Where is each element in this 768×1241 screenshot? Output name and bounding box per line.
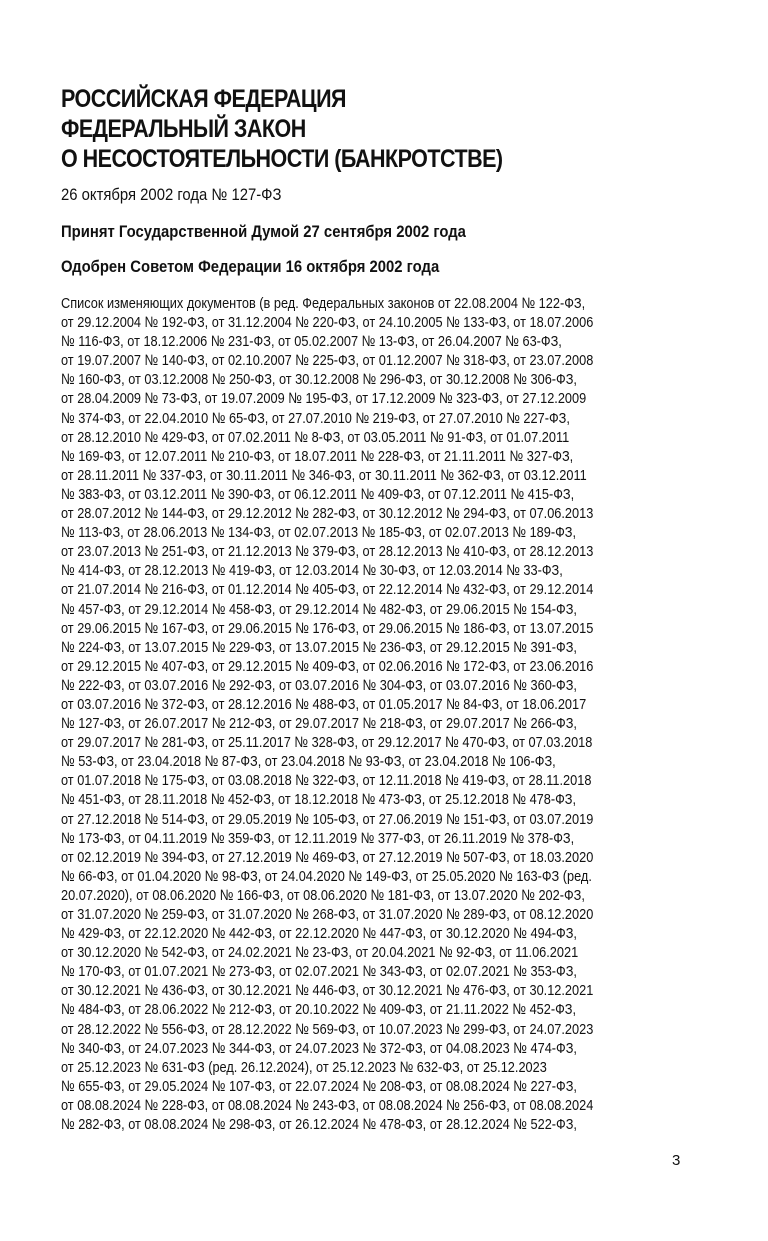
amendments-line: от 29.06.2015 № 167-ФЗ, от 29.06.2015 № 176-ФЗ, от 29.06.2015 № 186-ФЗ, от 13.07.2015: [61, 619, 594, 637]
title-line-type: ФЕДЕРАЛЬНЫЙ ЗАКОН: [61, 115, 306, 143]
amendments-line: от 31.07.2020 № 259-ФЗ, от 31.07.2020 № 268-ФЗ, от 31.07.2020 № 289-ФЗ, от 08.12.2020: [61, 906, 594, 923]
amendments-line: № 173-ФЗ, от 04.11.2019 № 359-ФЗ, от 12.11.2019 № 377-ФЗ, от 26.11.2019 № 378-ФЗ,: [61, 829, 575, 847]
amendments-line: № 53-ФЗ, от 23.04.2018 № 87-ФЗ, от 23.04.2018 № 93-ФЗ, от 23.04.2018 № 106-ФЗ,: [61, 753, 556, 771]
amendments-line: № 170-ФЗ, от 01.07.2021 № 273-ФЗ, от 02.07.2021 № 343-ФЗ, от 02.07.2021 № 353-ФЗ,: [61, 963, 577, 981]
amendments-line: № 457-ФЗ, от 29.12.2014 № 458-ФЗ, от 29.12.2014 № 482-ФЗ, от 29.06.2015 № 154-ФЗ,: [61, 600, 577, 618]
amendments-line: № 429-ФЗ, от 22.12.2020 № 442-ФЗ, от 22.12.2020 № 447-ФЗ, от 30.12.2020 № 494-ФЗ,: [61, 925, 577, 943]
title-line-subject: О НЕСОСТОЯТЕЛЬНОСТИ (БАНКРОТСТВЕ): [61, 145, 503, 173]
amendments-line: № 282-ФЗ, от 08.08.2024 № 298-ФЗ, от 26.12.2024 № 478-ФЗ, от 28.12.2024 № 522-ФЗ,: [61, 1116, 577, 1134]
amendments-line: № 451-ФЗ, от 28.11.2018 № 452-ФЗ, от 18.12.2018 № 473-ФЗ, от 25.12.2018 № 478-ФЗ,: [61, 791, 577, 809]
amendments-line: Список изменяющих документов (в ред. Федеральных законов от 22.08.2004 № 122-ФЗ,: [61, 295, 586, 312]
amendments-line: от 27.12.2018 № 514-ФЗ, от 29.05.2019 № 105-ФЗ, от 27.06.2019 № 151-ФЗ, от 03.07.2019: [61, 810, 594, 828]
amendments-line: № 160-ФЗ, от 03.12.2008 № 250-ФЗ, от 30.12.2008 № 296-ФЗ, от 30.12.2008 № 306-ФЗ,: [61, 371, 577, 389]
amendments-line: 20.07.2020), от 08.06.2020 № 166-ФЗ, от 08.06.2020 № 181-ФЗ, от 13.07.2020 № 202-ФЗ,: [61, 886, 585, 904]
amendments-line: от 28.12.2010 № 429-ФЗ, от 07.02.2011 № 8-ФЗ, от 03.05.2011 № 91-ФЗ, от 01.07.2011: [61, 428, 570, 446]
title-line-country: РОССИЙСКАЯ ФЕДЕРАЦИЯ: [61, 85, 346, 113]
amendments-line: от 03.07.2016 № 372-ФЗ, от 28.12.2016 № 488-ФЗ, от 01.05.2017 № 84-ФЗ, от 18.06.2017: [61, 695, 587, 713]
approved-by-federation-council: Одобрен Советом Федерации 16 октября 2002 года: [61, 258, 440, 276]
amendments-line: № 383-ФЗ, от 03.12.2011 № 390-ФЗ, от 06.12.2011 № 409-ФЗ, от 07.12.2011 № 415-ФЗ,: [61, 485, 575, 503]
amendments-line: № 224-ФЗ, от 13.07.2015 № 229-ФЗ, от 13.07.2015 № 236-ФЗ, от 29.12.2015 № 391-ФЗ,: [61, 638, 577, 656]
amendments-line: от 29.12.2004 № 192-ФЗ, от 31.12.2004 № 220-ФЗ, от 24.10.2005 № 133-ФЗ, от 18.07.2006: [61, 314, 594, 332]
amendments-line: от 28.07.2012 № 144-ФЗ, от 29.12.2012 № 282-ФЗ, от 30.12.2012 № 294-ФЗ, от 07.06.2013: [61, 505, 594, 523]
amendments-line: от 28.04.2009 № 73-ФЗ, от 19.07.2009 № 195-ФЗ, от 17.12.2009 № 323-ФЗ, от 27.12.2009: [61, 390, 587, 408]
amendments-line: от 29.07.2017 № 281-ФЗ, от 25.11.2017 № 328-ФЗ, от 29.12.2017 № 470-ФЗ, от 07.03.2018: [61, 734, 593, 752]
amendments-line: от 02.12.2019 № 394-ФЗ, от 27.12.2019 № 469-ФЗ, от 27.12.2019 № 507-ФЗ, от 18.03.2020: [61, 848, 594, 866]
amendments-line: от 23.07.2013 № 251-ФЗ, от 21.12.2013 № 379-ФЗ, от 28.12.2013 № 410-ФЗ, от 28.12.2013: [61, 543, 594, 561]
amendments-line: № 113-ФЗ, от 28.06.2013 № 134-ФЗ, от 02.07.2013 № 185-ФЗ, от 02.07.2013 № 189-ФЗ,: [61, 524, 577, 542]
amendments-line: от 21.07.2014 № 216-ФЗ, от 01.12.2014 № 405-ФЗ, от 22.12.2014 № 432-ФЗ, от 29.12.2014: [61, 581, 594, 599]
amendments-line: № 655-ФЗ, от 29.05.2024 № 107-ФЗ, от 22.07.2024 № 208-ФЗ, от 08.08.2024 № 227-ФЗ,: [61, 1077, 577, 1095]
amendments-line: от 08.08.2024 № 228-ФЗ, от 08.08.2024 № 243-ФЗ, от 08.08.2024 № 256-ФЗ, от 08.08.2024: [61, 1096, 594, 1114]
amendments-line: от 29.12.2015 № 407-ФЗ, от 29.12.2015 № 409-ФЗ, от 02.06.2016 № 172-ФЗ, от 23.06.2016: [61, 657, 594, 675]
amendments-line: № 116-ФЗ, от 18.12.2006 № 231-ФЗ, от 05.02.2007 № 13-ФЗ, от 26.04.2007 № 63-ФЗ,: [61, 333, 562, 351]
amendments-line: № 222-ФЗ, от 03.07.2016 № 292-ФЗ, от 03.07.2016 № 304-ФЗ, от 03.07.2016 № 360-ФЗ,: [61, 676, 577, 694]
document-page: [61, 84, 707, 1134]
amendments-line: от 30.12.2021 № 436-ФЗ, от 30.12.2021 № 446-ФЗ, от 30.12.2021 № 476-ФЗ, от 30.12.2021: [61, 982, 594, 1000]
page-number: 3: [672, 1152, 681, 1169]
law-title: [61, 84, 617, 174]
amendments-line: № 169-ФЗ, от 12.07.2011 № 210-ФЗ, от 18.07.2011 № 228-ФЗ, от 21.11.2011 № 327-ФЗ,: [61, 447, 574, 465]
amendments-line: № 374-ФЗ, от 22.04.2010 № 65-ФЗ, от 27.07.2010 № 219-ФЗ, от 27.07.2010 № 227-ФЗ,: [61, 409, 570, 427]
amendments-line: от 28.11.2011 № 337-ФЗ, от 30.11.2011 № 346-ФЗ, от 30.11.2011 № 362-ФЗ, от 03.12.2011: [61, 466, 587, 484]
amendments-line: от 28.12.2022 № 556-ФЗ, от 28.12.2022 № 569-ФЗ, от 10.07.2023 № 299-ФЗ, от 24.07.2023: [61, 1020, 594, 1038]
amendments-line: № 66-ФЗ, от 01.04.2020 № 98-ФЗ, от 24.04.2020 № 149-ФЗ, от 25.05.2020 № 163-ФЗ (ред.: [61, 867, 592, 885]
amendments-line: от 30.12.2020 № 542-ФЗ, от 24.02.2021 № 23-ФЗ, от 20.04.2021 № 92-ФЗ, от 11.06.2021: [61, 944, 579, 962]
amendments-line: от 19.07.2007 № 140-ФЗ, от 02.10.2007 № 225-ФЗ, от 01.12.2007 № 318-ФЗ, от 23.07.2008: [61, 352, 594, 370]
amendments-line: № 414-ФЗ, от 28.12.2013 № 419-ФЗ, от 12.03.2014 № 30-ФЗ, от 12.03.2014 № 33-ФЗ,: [61, 562, 563, 580]
amendments-list: [61, 294, 707, 1134]
amendments-line: от 01.07.2018 № 175-ФЗ, от 03.08.2018 № 322-ФЗ, от 12.11.2018 № 419-ФЗ, от 28.11.2018: [61, 772, 592, 790]
amendments-line: № 340-ФЗ, от 24.07.2023 № 344-ФЗ, от 24.07.2023 № 372-ФЗ, от 04.08.2023 № 474-ФЗ,: [61, 1039, 577, 1057]
amendments-line: № 484-ФЗ, от 28.06.2022 № 212-ФЗ, от 20.10.2022 № 409-ФЗ, от 21.11.2022 № 452-ФЗ,: [61, 1001, 577, 1019]
amendments-line: № 127-ФЗ, от 26.07.2017 № 212-ФЗ, от 29.07.2017 № 218-ФЗ, от 29.07.2017 № 266-ФЗ,: [61, 715, 577, 733]
amendments-line: от 25.12.2023 № 631-ФЗ (ред. 26.12.2024), от 25.12.2023 № 632-ФЗ, от 25.12.2023: [61, 1058, 547, 1076]
adopted-by-duma: Принят Государственной Думой 27 сентября 2002 года: [61, 223, 466, 241]
law-date: 26 октября 2002 года № 127-ФЗ: [61, 186, 282, 204]
